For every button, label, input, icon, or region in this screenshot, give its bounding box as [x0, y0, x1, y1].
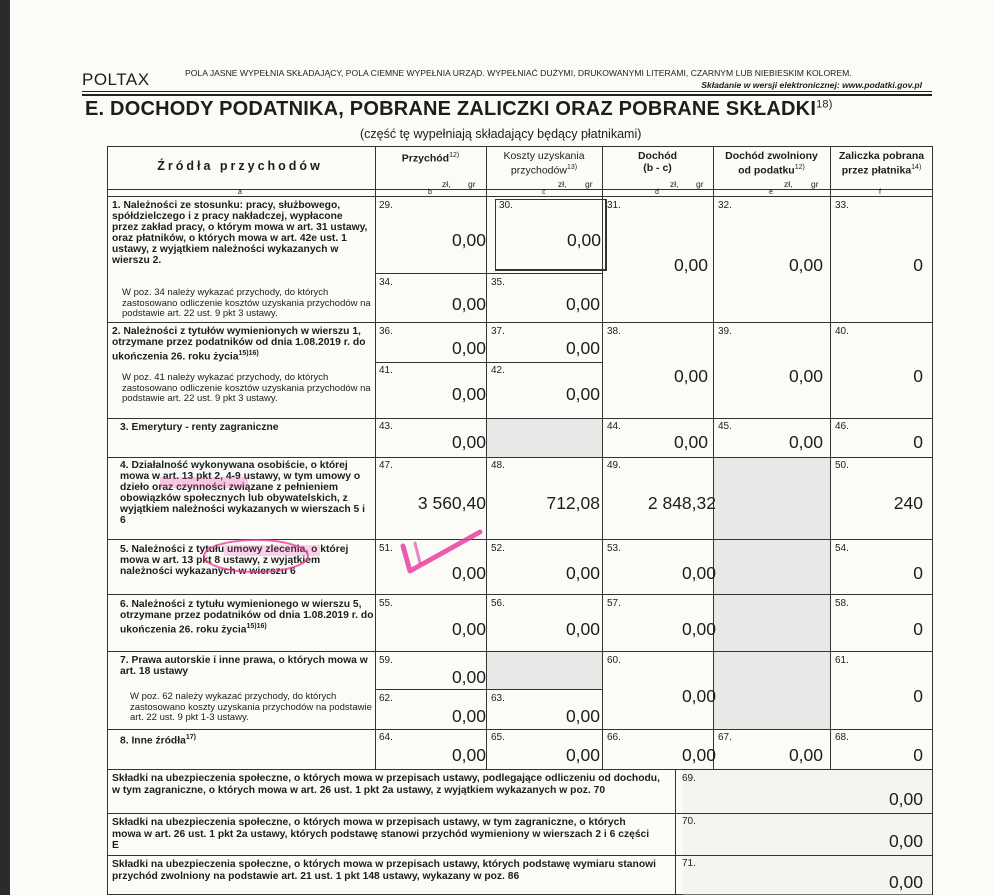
electronic-filing-note: Składanie w wersji elektronicznej: www.podatki.gov.pl: [701, 80, 922, 90]
col-header-income-text: Przychód: [401, 152, 450, 165]
section-title-footnote: 18): [816, 98, 833, 111]
field-58-text: 0: [913, 619, 923, 639]
field-number: 68.: [835, 732, 849, 743]
currency-zl: zł,: [558, 179, 567, 189]
currency-gr: gr: [585, 179, 593, 189]
field-number: 38.: [607, 326, 621, 337]
field-number: 46.: [835, 421, 849, 432]
field-number: 51.: [379, 543, 393, 554]
field-49-text: 2 848,32: [647, 493, 716, 513]
field-number: 45.: [718, 421, 732, 432]
field-40-text: 0: [913, 366, 923, 386]
field-number: 69.: [682, 773, 696, 784]
field-number: 70.: [682, 816, 696, 827]
row-8-footnote: 17): [185, 734, 196, 741]
section-title-text: E. DOCHODY PODATNIKA, POBRANE ZALICZKI ORAZ POBRANE SKŁADKI: [85, 98, 817, 120]
field-number: 39.: [718, 326, 732, 337]
field-number: 42.: [491, 365, 505, 376]
field-number: 31.: [607, 200, 621, 211]
currency-zl: zł,: [784, 179, 793, 189]
check-mark-stroke: [415, 543, 420, 563]
col-header-costs-footnote: 13): [566, 164, 578, 171]
field-64-text: 0,00: [451, 745, 486, 765]
col-header-source: Źródła przychodów: [157, 159, 323, 173]
highlight-annotations: [10, 0, 994, 895]
field-number: 60.: [607, 655, 621, 666]
row-6-footnote-1: 15): [246, 623, 257, 630]
col-header-costs-line2: przychodów: [510, 164, 567, 177]
row-1-label: 1. Należności ze stosunku: pracy, służbowego, spółdzielczego i z pracy nakładczej, wypłacone przez zakład pracy, o którym mowa w art. 31 ustawy, oraz płatników, o których mowa w art. 42e ust. 1 ustawy, z wyjątkiem należności wykazanych w wierszu 2.: [112, 200, 368, 266]
field-number: 56.: [491, 598, 505, 609]
field-36-text: 0,00: [451, 338, 486, 358]
row-1-note: W poz. 34 należy wykazać przychody, do których zastosowano odliczenie kosztów uzyskania przychodów na podstawie art. 22 ust. 9 pkt 3 ustawy.: [122, 287, 371, 319]
field-32-text: 0,00: [788, 255, 823, 275]
currency-zl: zł,: [442, 179, 451, 189]
col-letter: d: [655, 189, 659, 196]
field-45-text: 0,00: [788, 432, 823, 452]
col-letter: f: [879, 189, 881, 196]
field-38-text: 0,00: [673, 366, 708, 386]
col-header-exempt-line2: od podatku: [738, 164, 795, 177]
row-4-label: 4. Działalność wykonywana osobiście, o której mowa w art. 13 pkt 2, 4-9 ustawy, w tym umowy o dzieło oraz czynności związane z pełnieniem obowiązków społecznych lub obywatelskich, z wyjątkiem należności wykazanych w wierszach 5 i 6: [120, 460, 365, 526]
field-number: 62.: [379, 693, 393, 704]
field-69-text: 0,00: [888, 789, 923, 809]
col-letter: a: [238, 189, 242, 196]
field-71-text: 0,00: [888, 872, 923, 892]
field-44-text: 0,00: [673, 432, 708, 452]
currency-gr: gr: [696, 179, 704, 189]
col-header-advance-line2: przez płatnika: [841, 164, 912, 177]
field-number: 40.: [835, 326, 849, 337]
field-number: 57.: [607, 598, 621, 609]
field-34-text: 0,00: [451, 294, 486, 314]
field-56-text: 0,00: [565, 619, 600, 639]
row-2-footnote-1: 15): [238, 350, 249, 357]
field-number: 47.: [379, 460, 393, 471]
field-number: 49.: [607, 460, 621, 471]
field-number: 55.: [379, 598, 393, 609]
field-39-text: 0,00: [788, 366, 823, 386]
row-7-label: 7. Prawa autorskie i inne prawa, o których mowa w art. 18 ustawy: [120, 655, 368, 677]
field-30-text: 0,00: [566, 230, 601, 250]
col-letter: b: [428, 189, 432, 196]
field-51-text: 0,00: [451, 563, 486, 583]
field-52-text: 0,00: [565, 563, 600, 583]
check-mark: [403, 532, 480, 571]
section-subtitle: (część tę wypełniają składający będący płatnikami): [360, 127, 642, 141]
field-29-text: 0,00: [451, 230, 486, 250]
field-48-text: 712,08: [546, 493, 600, 513]
field-number: 41.: [379, 365, 393, 376]
col-header-advance-line1: Zaliczka pobrana: [838, 150, 925, 162]
field-70-text: 0,00: [888, 831, 923, 851]
row-2-label-text: 2. Należności z tytułów wymienionych w wierszu 1, otrzymane przez podatników od dnia 1.08.2019 r. do ukończenia 26. roku życia: [112, 326, 366, 363]
field-number: 61.: [835, 655, 849, 666]
field-31-text: 0,00: [673, 255, 708, 275]
field-number: 33.: [835, 200, 849, 211]
row-3-label: 3. Emerytury - renty zagraniczne: [120, 422, 279, 433]
row-6-footnote-2: 16): [256, 623, 267, 630]
field-number: 34.: [379, 277, 393, 288]
field-67-text: 0,00: [788, 745, 823, 765]
field-43-text: 0,00: [451, 432, 486, 452]
field-number: 43.: [379, 421, 393, 432]
field-65-text: 0,00: [565, 745, 600, 765]
field-61-text: 0: [913, 686, 923, 706]
field-number: 44.: [607, 421, 621, 432]
poltax-brand: POLTAX: [82, 70, 150, 89]
form-page: [10, 0, 994, 895]
field-number: 53.: [607, 543, 621, 554]
field-59-text: 0,00: [451, 667, 486, 687]
col-header-exempt-footnote: 12): [794, 164, 805, 171]
field-63-text: 0,00: [565, 706, 600, 726]
field-number: 35.: [491, 277, 505, 288]
field-number: 65.: [491, 732, 505, 743]
col-header-income-footnote: 12): [449, 152, 460, 159]
contributions-70-text: Składki na ubezpieczenia społeczne, o których mowa w przepisach ustawy, w tym zagraniczne, o których mowa w art. 26 ust. 1 pkt 2a ustawy, których podstawę stanowi przychód wymieniony w wierszach 2 i 6 części E: [112, 817, 650, 851]
field-number: 63.: [491, 693, 505, 704]
col-header-advance-footnote: 14): [911, 164, 922, 171]
field-50-text: 240: [893, 493, 923, 513]
highlight-umowy-o-dzielo: [160, 477, 248, 488]
field-62-text: 0,00: [451, 706, 486, 726]
currency-gr: gr: [468, 179, 476, 189]
field-57-text: 0,00: [681, 619, 716, 639]
field-number: 48.: [491, 460, 505, 471]
row-2-note: W poz. 41 należy wykazać przychody, do których zastosowano odliczenie kosztów uzyskania przychodów na podstawie art. 22 ust. 9 pkt 3 ustawy.: [122, 372, 371, 404]
col-header-costs-line1: Koszty uzyskania: [503, 150, 585, 162]
row-8-label-text: 8. Inne źródła: [120, 735, 186, 747]
header-instructions: POLA JASNE WYPEŁNIA SKŁADAJĄCY, POLA CIEMNE WYPEŁNIA URZĄD. WYPEŁNIAĆ DUŻYMI, DRUKOWANYMI LITERAMI, CZARNYM LUB NIEBIESKIM KOLOREM.: [185, 68, 852, 78]
field-53-text: 0,00: [681, 563, 716, 583]
field-number: 30.: [499, 200, 513, 211]
field-54-text: 0: [913, 563, 923, 583]
field-37-text: 0,00: [565, 338, 600, 358]
field-46-text: 0: [913, 432, 923, 452]
field-47-text: 3 560,40: [417, 493, 486, 513]
field-number: 67.: [718, 732, 732, 743]
field-number: 59.: [379, 655, 393, 666]
field-42-text: 0,00: [565, 384, 600, 404]
currency-gr: gr: [811, 179, 819, 189]
field-number: 50.: [835, 460, 849, 471]
row-5-label: 5. Należności z tytułu umowy zlecenia, o której mowa w art. 13 pkt 8 ustawy, z wyjątkiem należności wykazanych w wierszu 6: [120, 544, 349, 577]
field-66-text: 0,00: [681, 745, 716, 765]
field-number: 58.: [835, 598, 849, 609]
field-55-text: 0,00: [451, 619, 486, 639]
field-number: 32.: [718, 200, 732, 211]
col-header-profit-line2: (b - c): [643, 162, 672, 174]
field-number: 54.: [835, 543, 849, 554]
row-6-label-text: 6. Należności z tytułu wymienionego w wierszu 5, otrzymane przez podatników od dnia 1.08.2019 r. do ukończenia 26. roku życia: [120, 599, 374, 636]
field-35-text: 0,00: [565, 294, 600, 314]
field-number: 64.: [379, 732, 393, 743]
field-41-text: 0,00: [451, 384, 486, 404]
field-68-text: 0: [913, 745, 923, 765]
field-33-text: 0: [913, 255, 923, 275]
row-2-footnote-2: 16): [248, 350, 259, 357]
field-number: 52.: [491, 543, 505, 554]
currency-zl: zł,: [670, 179, 679, 189]
contributions-69-text: Składki na ubezpieczenia społeczne, o których mowa w przepisach ustawy, podlegające odliczeniu od dochodu, w tym zagraniczne, o których mowa w art. 26 ust. 1 pkt 2a ustawy, z wyjątkiem wykazanych w poz. 70: [112, 773, 660, 796]
field-number: 71.: [682, 858, 696, 869]
field-number: 37.: [491, 326, 505, 337]
highlight-umowy-zlecenia: [224, 545, 320, 556]
contributions-71-label: Składki na ubezpieczenia społeczne, o których mowa w przepisach ustawy, których podstawę wymiaru stanowi przychód zwolniony na podstawie art. 21 ust. 1 pkt 148 ustawy, wykazany w poz. 86: [112, 859, 656, 882]
col-letter: e: [769, 189, 773, 196]
row-7-note: W poz. 62 należy wykazać przychody, do których zastosowano koszty uzyskania przychodów na podstawie art. 22 ust. 9 pkt 1-3 ustawy.: [130, 691, 372, 723]
field-number: 29.: [379, 200, 393, 211]
col-header-profit-line1: Dochód: [637, 150, 678, 162]
field-number: 36.: [379, 326, 393, 337]
field-number: 66.: [607, 732, 621, 743]
field-60-text: 0,00: [681, 686, 716, 706]
col-header-exempt-line1: Dochód zwolniony: [725, 150, 818, 162]
col-letter: c: [542, 189, 546, 196]
